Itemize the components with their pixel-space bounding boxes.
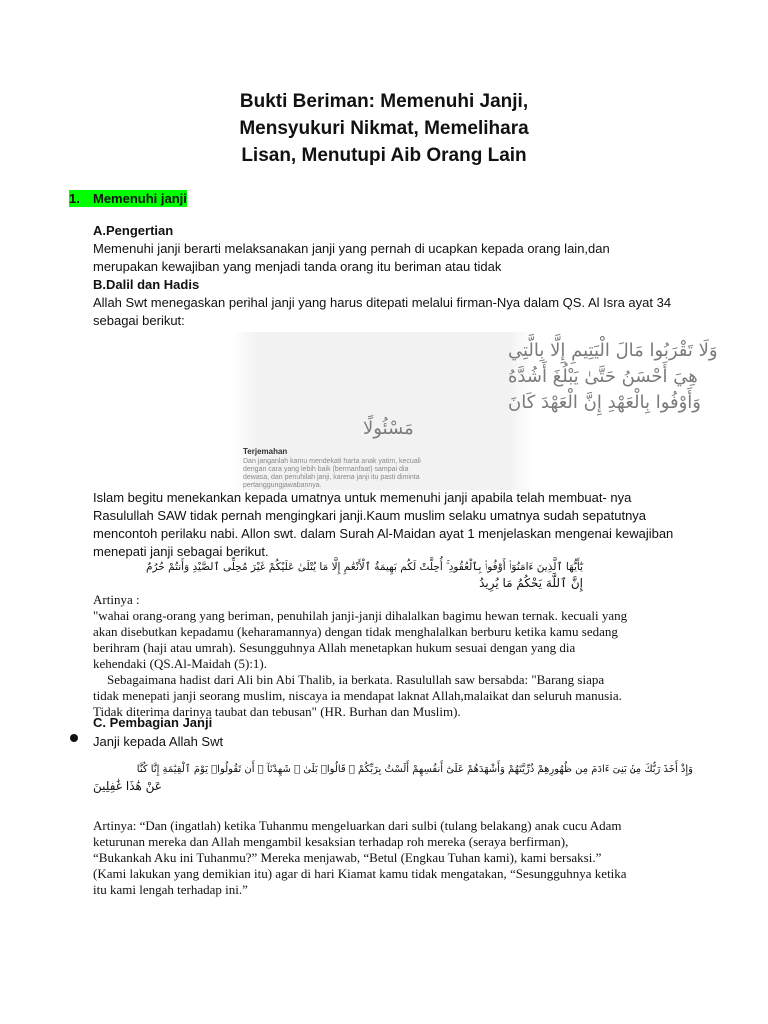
verse-caption-heading: Terjemahan bbox=[243, 447, 288, 456]
islam-text-2: Rasulullah SAW tidak pernah mengingkari janji.Kaum muslim selaku umatnya sudah sepatutnya bbox=[93, 508, 647, 523]
arabic-araf-1: وَإِذْ أَخَذَ رَبُّكَ مِنۢ بَنِىٓ ءَادَمَ مِن ظُهُورِهِمْ ذُرِّيَّتَهُمْ وَأَشْهَدَهُمْ عَلَىٰٓ أَنفُسِهِمْ أَلَسْتُ بِرَبِّكُمْ ۖ قَالُوا۟ بَلَىٰ ۛ شَهِدْنَآ ۛ أَن تَقُولُوا۟ يَوْمَ ٱلْقِيَٰمَةِ إِنَّا كُنَّا bbox=[136, 764, 693, 775]
artinya-maidah-3: berihram (haji atau umrah). Sesungguhnya Allah menetapkan hukum sesuai dengan yang dia bbox=[93, 640, 576, 655]
pembagian-heading: C. Pembagian Janji bbox=[93, 715, 213, 730]
artinya-araf-5: itu kami lengah terhadap ini.” bbox=[93, 882, 248, 897]
islam-text-1: Islam begitu menekankan kepada umatnya untuk memenuhi janji apabila telah membuat- nya bbox=[93, 490, 632, 505]
pengertian-heading: A.Pengertian bbox=[93, 223, 174, 238]
artinya-label: Artinya : bbox=[93, 592, 140, 607]
arabic-maidah-2: إِنَّ ٱللَّهَ يَحْكُمُ مَا يُرِيدُ bbox=[479, 576, 583, 590]
arabic-araf bbox=[93, 762, 693, 794]
islam-text-3: mencontoh perilaku nabi. Allon swt. dalam Surah Al-Maidan ayat 1 menjelaskan mengenai kewajiban bbox=[93, 526, 674, 541]
verse-caption-3: dewasa, dan penuhilah janji, karena janji itu pasti diminta bbox=[243, 474, 420, 481]
artinya-araf-3: “Bukankah Aku ini Tuhanmu?” Mereka menjawab, “Betul (Engkau Tuhan kami), kami bersaksi.” bbox=[93, 850, 602, 865]
verse-image-svg bbox=[233, 332, 718, 490]
artinya-araf-2: keturunan mereka dan Allah mengambil kesaksian terhadap roh mereka (seraya berfirman), bbox=[93, 834, 569, 849]
verse-caption-4: pertanggungjawabannya. bbox=[243, 482, 322, 489]
arabic-maidah bbox=[93, 559, 583, 591]
artinya-maidah-1: "wahai orang-orang yang beriman, penuhilah janji-janji dihalalkan bagimu hewan ternak. kecuali yang bbox=[93, 608, 628, 623]
artinya-araf-4: (Kami lakukan yang demikian itu) agar di hari Kiamat kamu tidak mengatakan, “Sesungguhnya ketika bbox=[93, 866, 627, 881]
dalil-heading: B.Dalil dan Hadis bbox=[93, 277, 200, 292]
pembagian-bullet-1: Janji kepada Allah Swt bbox=[93, 734, 224, 749]
artinya-maidah-block bbox=[93, 592, 693, 720]
islam-paragraph bbox=[93, 489, 703, 561]
pengertian-block bbox=[93, 222, 693, 330]
pembagian-block bbox=[93, 714, 693, 751]
pengertian-text-2: merupakan kewajiban yang menjadi tanda orang itu beriman atau tidak bbox=[93, 259, 502, 274]
dalil-text-1: Allah Swt menegaskan perihal janji yang harus ditepati melalui firman-Nya dalam QS. Al Isra ayat 34 bbox=[93, 295, 672, 310]
islam-text-4: menepati janji sebagai berikut. bbox=[93, 544, 269, 559]
verse-arabic-4: مَسْئُولًا bbox=[363, 418, 414, 439]
bullet-dot-icon bbox=[70, 734, 78, 742]
verse-arabic-1: وَلَا تَقْرَبُوا مَالَ الْيَتِيمِ إِلَّا بِالَّتِي bbox=[508, 340, 718, 361]
title-line-1: Bukti Beriman: Memenuhi Janji, bbox=[239, 91, 529, 112]
section-title: Memenuhi janji bbox=[93, 191, 187, 206]
artinya-araf-1: Artinya: “Dan (ingatlah) ketika Tuhanmu mengeluarkan dari sulbi (tulang belakang) anak cucu Adam bbox=[93, 818, 622, 833]
pengertian-text-1: Memenuhi janji berarti melaksanakan janji yang pernah di ucapkan kepada orang lain,dan bbox=[93, 241, 610, 256]
title-line-2: Mensyukuri Nikmat, Memelihara bbox=[239, 118, 529, 139]
verse-caption-1: Dan janganlah kamu mendekati harta anak yatim, kecuali bbox=[243, 458, 421, 465]
section-heading bbox=[69, 191, 187, 206]
section-number: 1. bbox=[69, 191, 80, 206]
page-title bbox=[0, 88, 768, 169]
verse-caption-2: dengan cara yang lebih baik (bermanfaat) sampai dia bbox=[243, 466, 409, 473]
artinya-maidah-2: akan disebutkan kepadamu (keharamannya) dengan tidak menghalalkan berburu ketika kamu sedang bbox=[93, 624, 618, 639]
artinya-araf-block bbox=[93, 818, 703, 898]
arabic-araf-2: عَنْ هَٰذَا غَٰفِلِينَ bbox=[93, 779, 162, 793]
hadis-text-3: Tidak diterima darinya taubat dan tebusan" (HR. Burhan dan Muslim). bbox=[93, 704, 461, 719]
verse-arabic-3: وَأَوْفُوا بِالْعَهْدِ إِنَّ الْعَهْدَ كَانَ bbox=[508, 392, 701, 413]
title-line-3: Lisan, Menutupi Aib Orang Lain bbox=[241, 145, 527, 166]
arabic-maidah-1: يَٰٓأَيُّهَا ٱلَّذِينَ ءَامَنُوٓا۟ أَوْفُوا۟ بِٱلْعُقُودِ ۚ أُحِلَّتْ لَكُم بَهِيمَةُ ٱلْأَنْعَٰمِ إِلَّا مَا يُتْلَىٰ عَلَيْكُمْ غَيْرَ مُحِلِّى ٱلصَّيْدِ وَأَنتُمْ حُرُمٌ bbox=[145, 561, 583, 573]
hadis-text-2: tidak menepati janji seorang muslim, niscaya ia mendapat laknat Allah,malaikat dan seluruh manusia. bbox=[93, 688, 622, 703]
artinya-maidah-4: kehendaki (QS.Al-Maidah (5):1). bbox=[93, 656, 268, 671]
dalil-text-2: sebagai berikut: bbox=[93, 313, 185, 328]
hadis-text-1: Sebagaimana hadist dari Ali bin Abi Thalib, ia berkata. Rasulullah saw bersabda: "Barang siapa bbox=[107, 672, 605, 687]
verse-arabic-2: هِيَ أَحْسَنُ حَتَّىٰ يَبْلُغَ أَشُدَّهُ bbox=[508, 366, 698, 387]
verse-image bbox=[233, 332, 718, 490]
